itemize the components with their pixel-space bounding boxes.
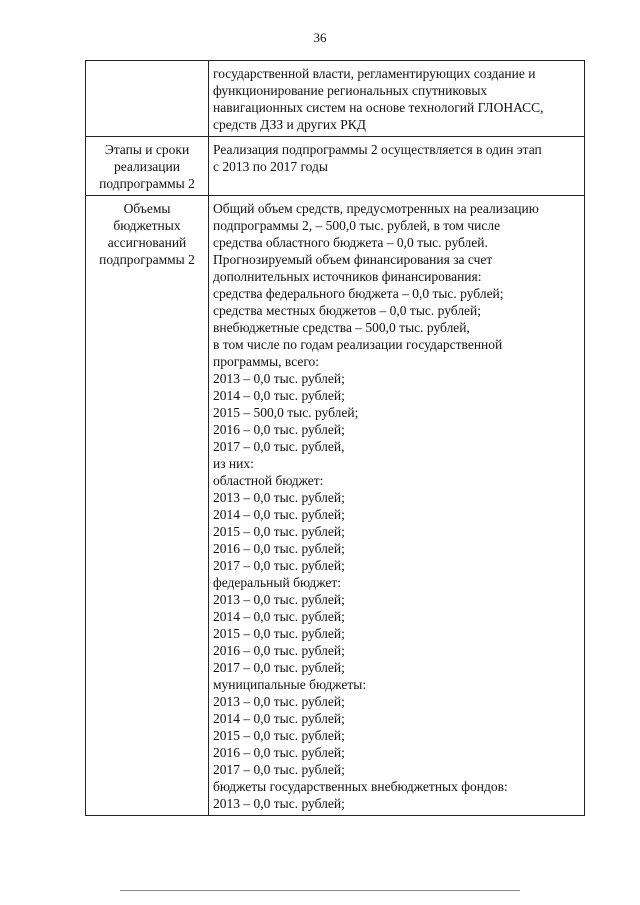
content-line: 2014 – 0,0 тыс. рублей; (213, 609, 345, 624)
content-line: 2013 – 0,0 тыс. рублей; (213, 490, 345, 505)
row-content-cell (209, 137, 585, 196)
row-label-cell (86, 61, 209, 137)
content-line: 2016 – 0,0 тыс. рублей; (213, 745, 345, 760)
content-line: 2017 – 0,0 тыс. рублей; (213, 762, 345, 777)
content-line: 2013 – 0,0 тыс. рублей; (213, 371, 345, 386)
row-label-line: подпрограммы 2 (99, 252, 195, 267)
content-line: государственной власти, регламентирующих создание и (213, 66, 536, 81)
row-label-cell (86, 196, 209, 816)
content-line: бюджеты государственных внебюджетных фондов: (213, 779, 508, 794)
content-line: Прогнозируемый объем финансирования за счет (213, 252, 493, 267)
content-line: 2017 – 0,0 тыс. рублей; (213, 660, 345, 675)
content-line: муниципальные бюджеты: (213, 677, 367, 692)
content-line: внебюджетные средства – 500,0 тыс. рублей, (213, 320, 470, 335)
row-label-line: ассигнований (107, 235, 187, 250)
content-line: федеральный бюджет: (213, 575, 341, 590)
passport-table (85, 60, 585, 816)
content-line: средства областного бюджета – 0,0 тыс. рублей. (213, 235, 488, 250)
content-line: подпрограммы 2, – 500,0 тыс. рублей, в том числе (213, 218, 501, 233)
table-row (86, 61, 585, 137)
content-line: 2015 – 0,0 тыс. рублей; (213, 524, 345, 539)
content-line: 2017 – 0,0 тыс. рублей, (213, 439, 345, 454)
row-label-line: подпрограммы 2 (99, 176, 195, 191)
content-line: средства местных бюджетов – 0,0 тыс. рублей; (213, 303, 482, 318)
row-label-line: бюджетных (113, 218, 181, 233)
content-line: с 2013 по 2017 годы (213, 159, 328, 174)
page-number: 36 (313, 30, 327, 45)
content-line: 2015 – 500,0 тыс. рублей; (213, 405, 359, 420)
content-line: из них: (213, 456, 254, 471)
row-label-line: Этапы и сроки (104, 142, 190, 157)
content-line: средства федерального бюджета – 0,0 тыс. рублей; (213, 286, 504, 301)
content-line: 2013 – 0,0 тыс. рублей; (213, 796, 345, 811)
content-line: 2013 – 0,0 тыс. рублей; (213, 694, 345, 709)
content-line: 2014 – 0,0 тыс. рублей; (213, 711, 345, 726)
content-line: дополнительных источников финансирования: (213, 269, 482, 284)
content-line: функционирование региональных спутниковых (213, 83, 488, 98)
table-row (86, 137, 585, 196)
content-line: Реализация подпрограммы 2 осуществляется в один этап (213, 142, 542, 157)
content-line: 2014 – 0,0 тыс. рублей; (213, 388, 345, 403)
content-line: 2016 – 0,0 тыс. рублей; (213, 422, 345, 437)
content-line: областной бюджет: (213, 473, 324, 488)
row-label-line: реализации (114, 159, 180, 174)
content-line: 2016 – 0,0 тыс. рублей; (213, 541, 345, 556)
content-line: в том числе по годам реализации государственной (213, 337, 503, 352)
content-line: Общий объем средств, предусмотренных на реализацию (213, 201, 539, 216)
content-line: 2014 – 0,0 тыс. рублей; (213, 507, 345, 522)
content-line: программы, всего: (213, 354, 320, 369)
row-label-cell (86, 137, 209, 196)
content-line: 2015 – 0,0 тыс. рублей; (213, 626, 345, 641)
content-line: навигационных систем на основе технологий ГЛОНАСС, (213, 100, 544, 115)
content-line: средств ДЗЗ и других РКД (213, 117, 366, 132)
content-line: 2016 – 0,0 тыс. рублей; (213, 643, 345, 658)
row-label-line: Объемы (123, 201, 171, 216)
content-line: 2013 – 0,0 тыс. рублей; (213, 592, 345, 607)
table-row (86, 196, 585, 816)
row-content-cell (209, 196, 585, 816)
row-content-cell (209, 61, 585, 137)
content-line: 2015 – 0,0 тыс. рублей; (213, 728, 345, 743)
content-line: 2017 – 0,0 тыс. рублей; (213, 558, 345, 573)
